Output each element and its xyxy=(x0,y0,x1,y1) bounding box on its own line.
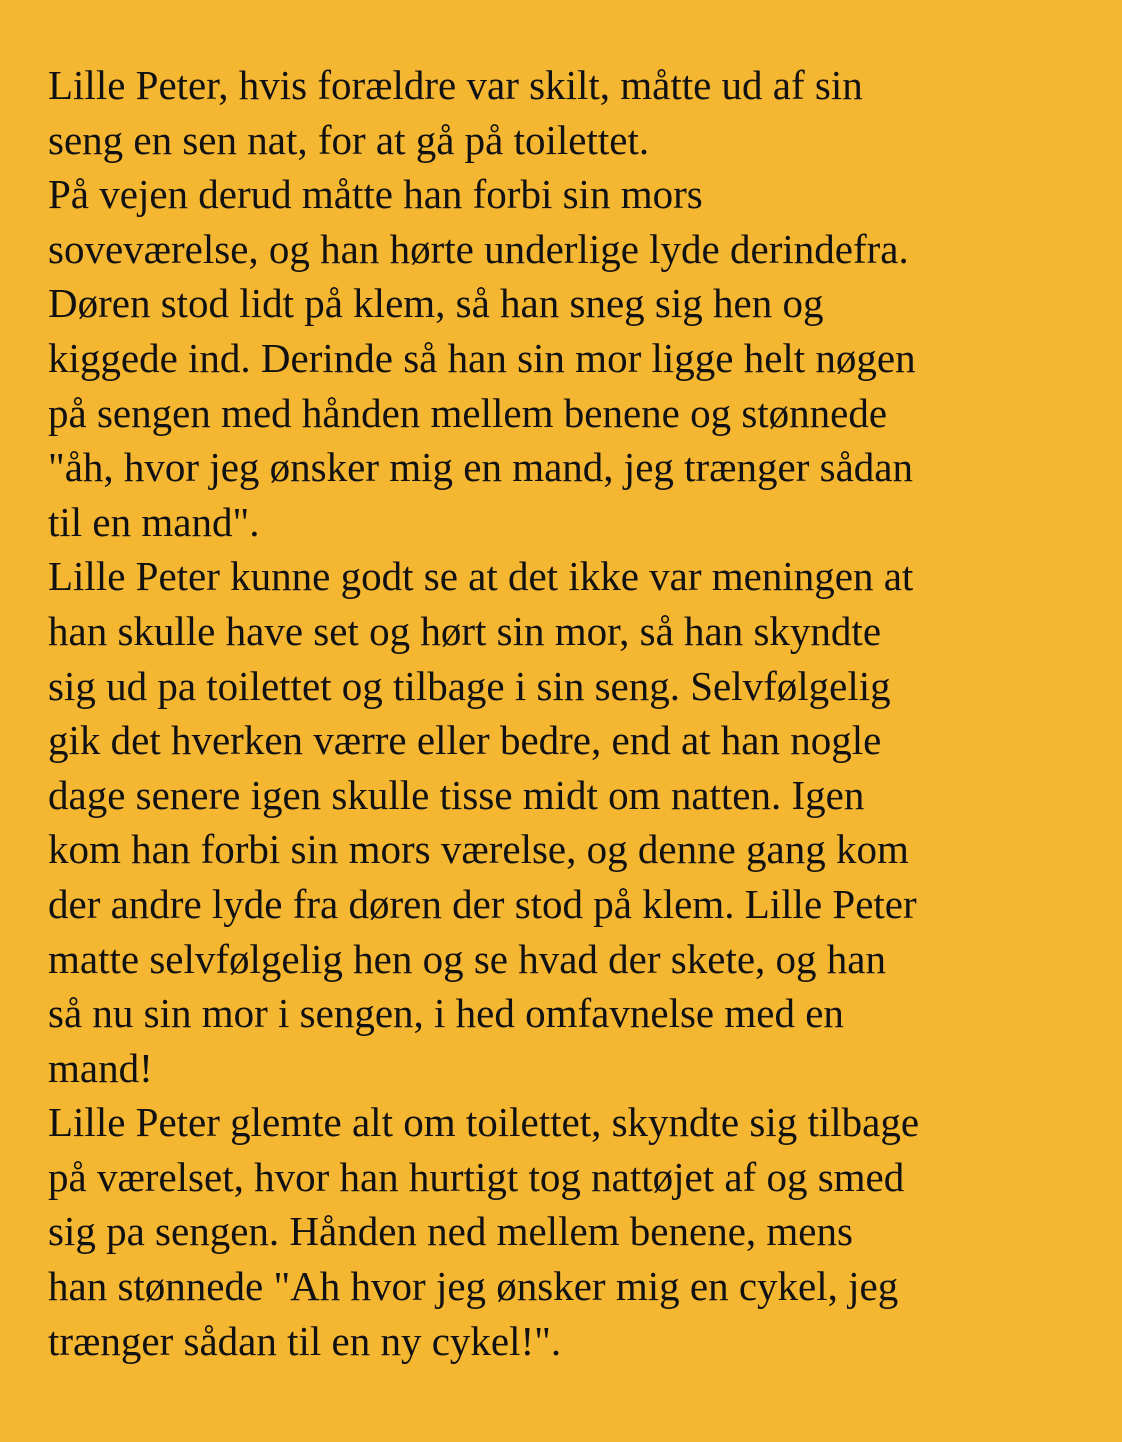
text-line: han skulle have set og hørt sin mor, så han skyndte xyxy=(48,607,882,654)
text-line: kom han forbi sin mors værelse, og denne gang kom xyxy=(48,826,909,873)
text-line: der andre lyde fra døren der stod på klem. Lille Peter xyxy=(48,880,917,927)
text-line: Lille Peter glemte alt om toilettet, skyndte sig tilbage xyxy=(48,1099,920,1146)
text-line: på værelset, hvor han hurtigt tog nattøjet af og smed xyxy=(48,1153,905,1200)
text-line: seng en sen nat, for at gå på toilettet. xyxy=(48,116,650,163)
text-line: sig ud pa toilettet og tilbage i sin seng. Selvfølgelig xyxy=(48,662,891,709)
text-line: gik det hverken værre eller bedre, end at han nogle xyxy=(48,717,882,764)
text-line: så nu sin mor i sengen, i hed omfavnelse med en xyxy=(48,990,844,1037)
text-line: På vejen derud måtte han forbi sin mors xyxy=(48,171,703,218)
text-line: dage senere igen skulle tisse midt om natten. Igen xyxy=(48,771,865,818)
text-line: han stønnede "Ah hvor jeg ønsker mig en cykel, jeg xyxy=(48,1263,899,1310)
text-line: sig pa sengen. Hånden ned mellem benene, mens xyxy=(48,1208,853,1255)
text-line: Lille Peter kunne godt se at det ikke var meningen at xyxy=(48,553,914,600)
text-line: soveværelse, og han hørte underlige lyde derindefra. xyxy=(48,225,909,272)
text-line: mand! xyxy=(48,1044,153,1091)
text-line: Døren stod lidt på klem, så han sneg sig hen og xyxy=(48,280,824,327)
text-line: til en mand". xyxy=(48,498,260,545)
text-line: på sengen med hånden mellem benene og stønnede xyxy=(48,389,888,436)
text-line: Lille Peter, hvis forældre var skilt, måtte ud af sin xyxy=(48,62,863,108)
text-line: "åh, hvor jeg ønsker mig en mand, jeg trænger sådan xyxy=(48,444,913,491)
text-line: matte selvfølgelig hen og se hvad der skete, og han xyxy=(48,935,886,982)
text-line: kiggede ind. Derinde så han sin mor ligge helt nøgen xyxy=(48,334,916,381)
text-line: trænger sådan til en ny cykel!". xyxy=(48,1317,562,1364)
joke-text xyxy=(48,58,1082,1368)
